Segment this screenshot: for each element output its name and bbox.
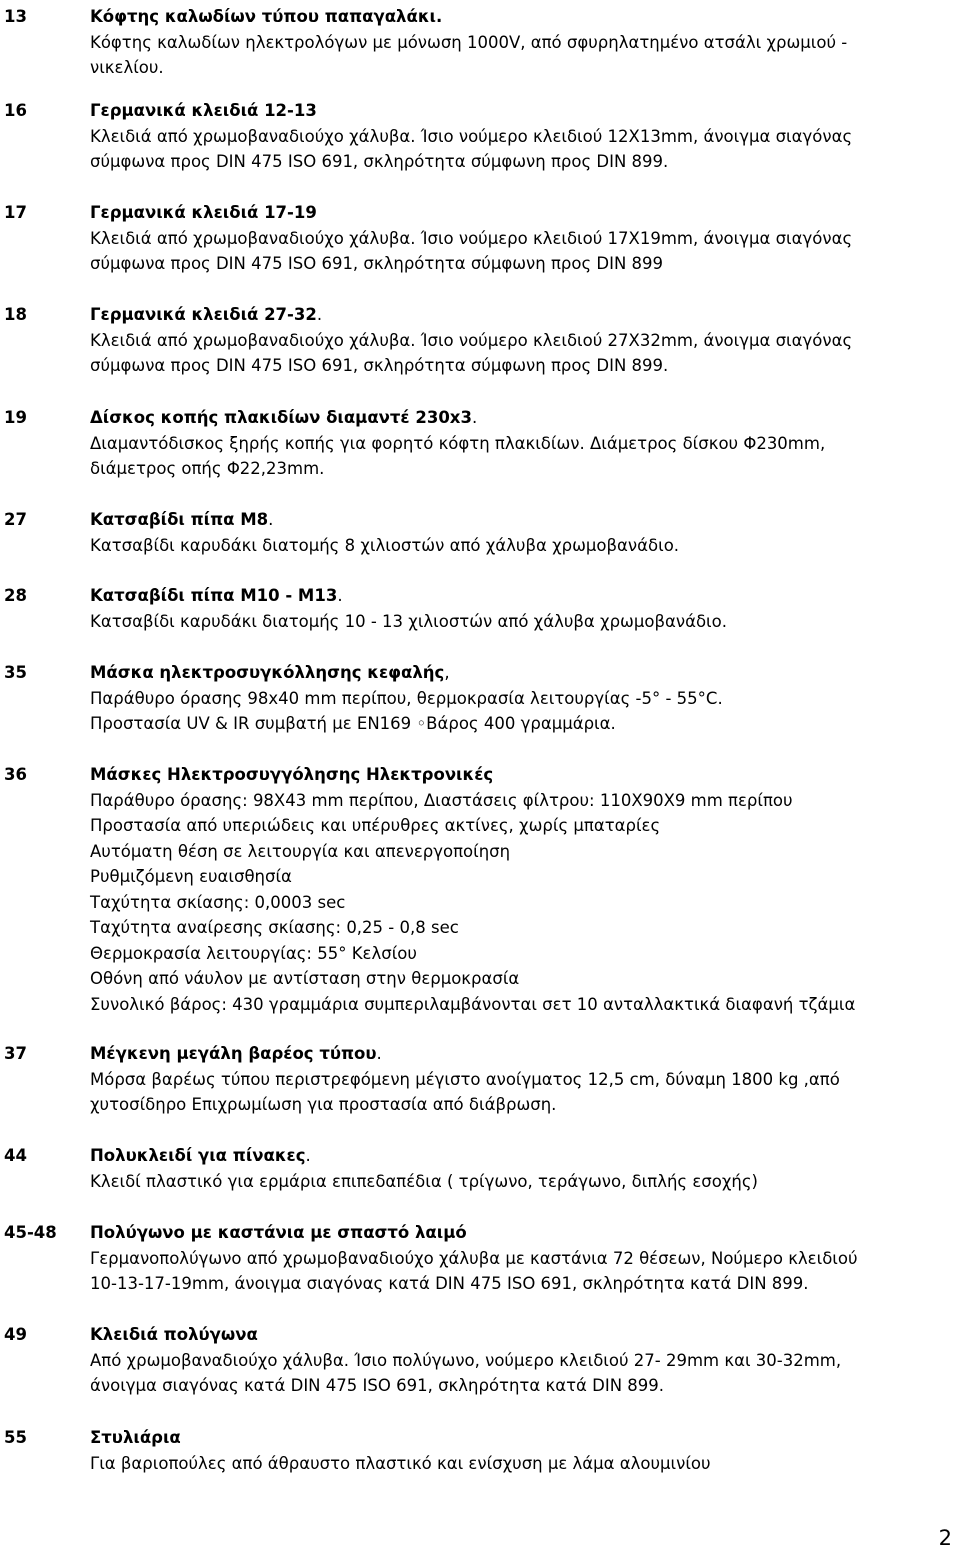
item-description-line: διάμετρος οπής Φ22,23mm. <box>90 459 325 478</box>
item-body <box>90 660 952 737</box>
item-description-line: Μόρσα βαρέως τύπου περιστρεφόμενη μέγιστο ανοίγματος 12,5 cm, δύναμη 1800 kg ,από <box>90 1069 840 1089</box>
item-description-line: Κατσαβίδι καρυδάκι διατομής 8 χιλιοστών από χάλυβα χρωμοβανάδιο. <box>90 535 680 555</box>
item-title: Μάσκα ηλεκτροσυγκόλλησης κεφαλής <box>90 663 445 682</box>
item-title-line <box>90 1041 952 1067</box>
item-title-line <box>90 660 952 686</box>
item-body <box>90 302 952 379</box>
item-title-line <box>90 302 952 328</box>
item-title-punctuation: . <box>376 1044 382 1063</box>
item-number: 19 <box>4 408 27 427</box>
item-number: 44 <box>4 1146 27 1165</box>
item-title-line <box>90 1425 952 1451</box>
item-number: 37 <box>4 1044 27 1063</box>
item-title-punctuation: . <box>471 408 478 427</box>
item-description-line: Κλειδί πλαστικό για ερμάρια επιπεδαπέδια ( τρίγωνο, τεράγωνο, διπλής εσοχής) <box>90 1171 758 1191</box>
item-body <box>90 1322 952 1399</box>
item-title: Πολύγωνο με καστάνια με σπαστό λαιμό <box>90 1223 467 1242</box>
item-title-punctuation: , <box>444 663 450 682</box>
item-title: Κατσαβίδι πίπα Μ8 <box>90 510 269 529</box>
item-body <box>90 4 952 81</box>
item-title: Γερμανικά κλειδιά 27-32 <box>90 305 317 324</box>
item-description-line: Ταχύτητα αναίρεσης σκίασης: 0,25 - 0,8 sec <box>90 918 459 937</box>
item-title-punctuation: . <box>316 305 323 324</box>
item-number: 17 <box>4 203 27 222</box>
item-body <box>90 1425 952 1476</box>
item-number: 36 <box>4 765 27 784</box>
item-description-line: Θερμοκρασία λειτουργίας: 55° Κελσίου <box>90 943 417 963</box>
item-number: 27 <box>4 510 27 529</box>
item-title: Μάσκες Ηλεκτροσυγγόλησης Ηλεκτρονικές <box>90 765 494 784</box>
item-title: Μέγκενη μεγάλη βαρέος τύπου <box>90 1044 377 1063</box>
item-title: Γερμανικά κλειδιά 12-13 <box>90 101 317 120</box>
item-description-line: Από χρωμοβαναδιούχο χάλυβα. Ίσιο πολύγωνο, νούμερο κλειδιού 27- 29mm και 30-32mm, <box>90 1350 842 1370</box>
item-description-line: Διαμαντόδισκος ξηρής κοπής για φορητό κόφτη πλακιδίων. Διάμετρος δίσκου Φ230mm, <box>90 433 826 453</box>
item-description-line: Οθόνη από νάυλον με αντίσταση στην θερμοκρασία <box>90 969 520 988</box>
item-body <box>90 200 952 277</box>
item-title: Δίσκος κοπής πλακιδίων διαμαντέ 230x3 <box>90 408 472 427</box>
item-description-line: Αυτόματη θέση σε λειτουργία και απενεργοποίηση <box>90 841 511 861</box>
item-number: 13 <box>4 7 27 26</box>
item-title: Γερμανικά κλειδιά 17-19 <box>90 203 317 222</box>
item-description-line: Γερμανοπολύγωνο από χρωμοβαναδιούχο χάλυβα με καστάνια 72 θέσεων, Νούμερο κλειδιού <box>90 1248 858 1268</box>
item-title-line <box>90 200 952 226</box>
item-title-line <box>90 1220 952 1246</box>
item-description-line: Ρυθμιζόμενη ευαισθησία <box>90 867 292 886</box>
item-title-punctuation: . <box>305 1146 311 1165</box>
item-description-line: Παράθυρο όρασης: 98X43 mm περίπου, Διαστάσεις φίλτρου: 110X90X9 mm περίπου <box>90 790 793 810</box>
page-number: 2 <box>938 1526 952 1550</box>
item-title-line <box>90 1322 952 1348</box>
item-title-punctuation: . <box>337 586 343 605</box>
item-description-line: σύμφωνα προς DIN 475 ISO 691, σκληρότητα σύμφωνη προς DIN 899. <box>90 152 669 171</box>
item-number: 49 <box>4 1325 27 1344</box>
item-title: Στυλιάρια <box>90 1428 181 1447</box>
item-title-line <box>90 98 952 124</box>
item-number: 55 <box>4 1428 27 1447</box>
item-description-line: Κλειδιά από χρωμοβαναδιούχο χάλυβα. Ίσιο νούμερο κλειδιού 12Χ13mm, άνοιγμα σιαγόνας <box>90 126 853 146</box>
item-description-line: νικελίου. <box>90 58 164 77</box>
item-body <box>90 507 952 558</box>
item-description-line: Προστασία UV & IR συμβατή με EN169 ◦Βάρος 400 γραμμάρια. <box>90 714 616 733</box>
item-title-line <box>90 507 952 533</box>
item-description-line: Κατσαβίδι καρυδάκι διατομής 10 - 13 χιλιοστών από χάλυβα χρωμοβανάδιο. <box>90 611 727 631</box>
item-description-line: Προστασία από υπεριώδεις και υπέρυθρες ακτίνες, χωρίς μπαταρίες <box>90 816 661 835</box>
item-title: Πολυκλειδί για πίνακες <box>90 1146 306 1165</box>
item-title-line <box>90 1143 952 1169</box>
item-number: 18 <box>4 305 27 324</box>
item-description-line: Παράθυρο όρασης 98x40 mm περίπου, θερμοκρασία λειτουργίας -5° - 55°C. <box>90 688 723 708</box>
item-description-line: Ταχύτητα σκίασης: 0,0003 sec <box>90 892 346 912</box>
item-body <box>90 98 952 175</box>
item-number: 16 <box>4 101 27 120</box>
item-description-line: Για βαριοπούλες από άθραυστο πλαστικό και ενίσχυση με λάμα αλουμινίου <box>90 1453 711 1473</box>
item-body <box>90 405 952 482</box>
item-description-line: σύμφωνα προς DIN 475 ISO 691, σκληρότητα σύμφωνη προς DIN 899. <box>90 356 669 375</box>
item-description-line: Κόφτης καλωδίων ηλεκτρολόγων με μόνωση 1000V, από σφυρηλατημένο ατσάλι χρωμιού - <box>90 32 848 52</box>
item-number: 45-48 <box>4 1223 57 1242</box>
item-description-line: Κλειδιά από χρωμοβαναδιούχο χάλυβα. Ίσιο νούμερο κλειδιού 27Χ32mm, άνοιγμα σιαγόνας <box>90 330 853 350</box>
item-description-line: Συνολικό βάρος: 430 γραμμάρια συμπεριλαμβάνονται σετ 10 ανταλλακτικά διαφανή τζάμια <box>90 994 856 1014</box>
item-body <box>90 762 952 1017</box>
item-number: 28 <box>4 586 27 605</box>
item-title: Κόφτης καλωδίων τύπου παπαγαλάκι. <box>90 7 443 26</box>
item-description-line: Κλειδιά από χρωμοβαναδιούχο χάλυβα. Ίσιο νούμερο κλειδιού 17Χ19mm, άνοιγμα σιαγόνας <box>90 228 853 248</box>
item-description-line: σύμφωνα προς DIN 475 ISO 691, σκληρότητα σύμφωνη προς DIN 899 <box>90 254 664 273</box>
item-description-line: άνοιγμα σιαγόνας κατά DIN 475 ISO 691, σκληρότητα κατά DIN 899. <box>90 1376 665 1395</box>
item-description-line: χυτοσίδηρο Επιχρωμίωση για προστασία από διάβρωση. <box>90 1095 557 1114</box>
item-title-line <box>90 583 952 609</box>
item-title-line <box>90 4 952 30</box>
item-body <box>90 583 952 634</box>
item-body <box>90 1220 952 1297</box>
item-description-line: 10-13-17-19mm, άνοιγμα σιαγόνας κατά DIN 475 ISO 691, σκληρότητα κατά DIN 899. <box>90 1274 809 1293</box>
item-number: 35 <box>4 663 27 682</box>
item-title-line <box>90 762 952 788</box>
item-title-line <box>90 405 952 431</box>
item-body <box>90 1041 952 1118</box>
item-title-punctuation: . <box>268 510 274 529</box>
item-title: Κλειδιά πολύγωνα <box>90 1325 258 1344</box>
item-title: Κατσαβίδι πίπα Μ10 - Μ13 <box>90 586 338 605</box>
item-body <box>90 1143 952 1194</box>
